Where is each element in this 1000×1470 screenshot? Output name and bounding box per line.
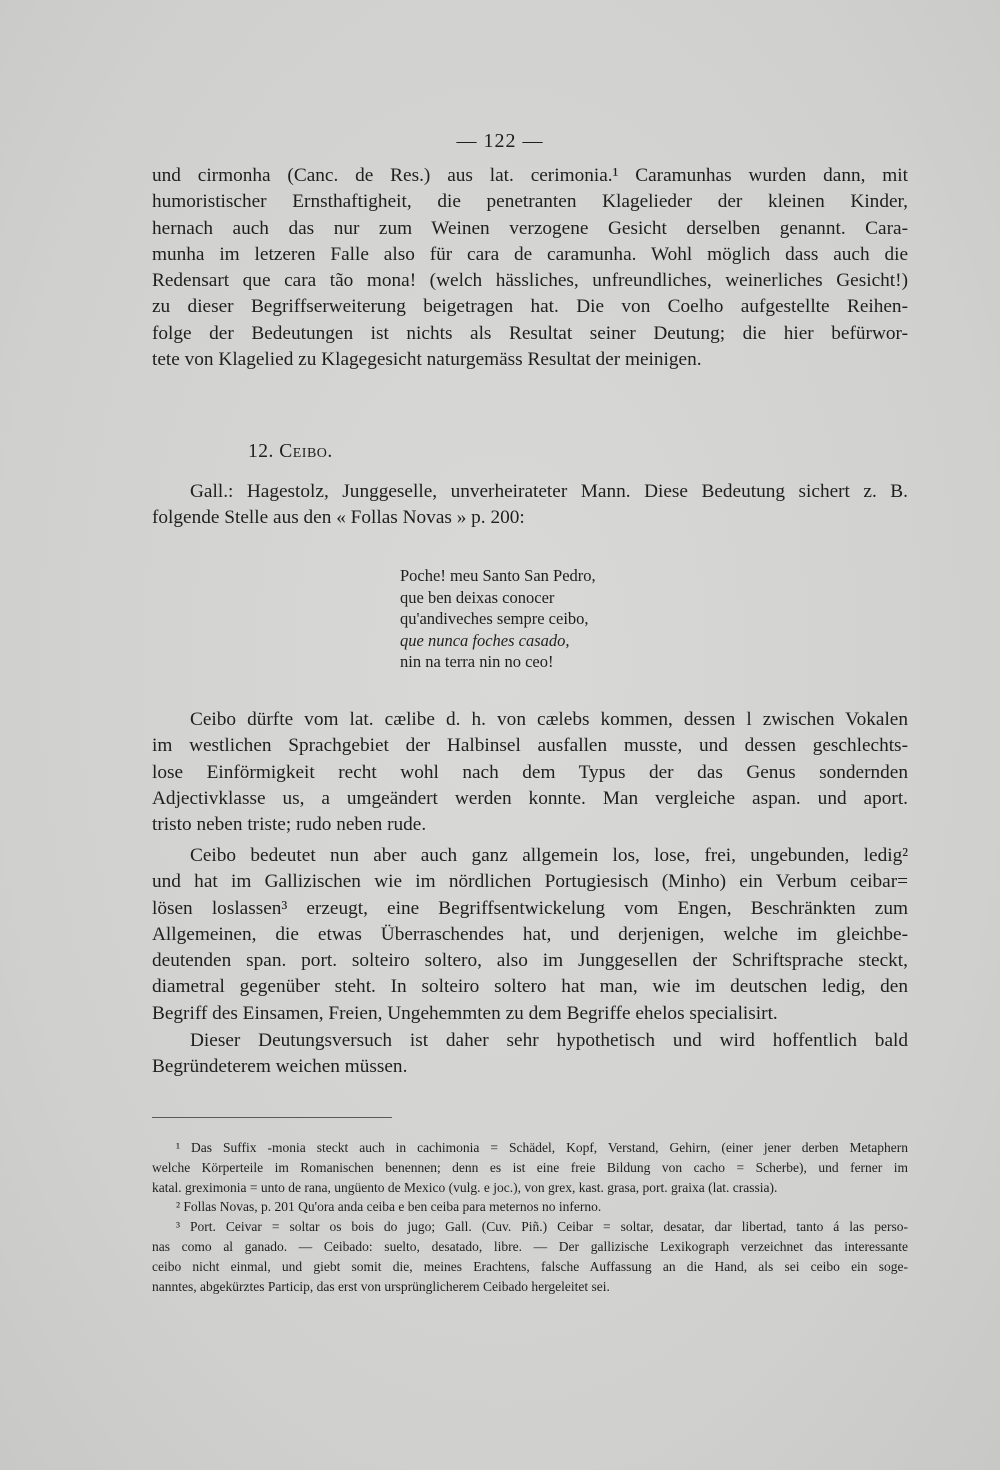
text-line: Redensart que cara tão mona! (welch hässliches, unfreundliches, weinerliches Gesicht!) xyxy=(152,270,908,292)
text-line: humoristischer Ernsthaftigheit, die penetranten Klagelieder der kleinen Kinder, xyxy=(152,191,908,213)
verse-quotation xyxy=(400,565,596,673)
text-line: hernach auch das nur zum Weinen verzogene Gesicht derselben genannt. Cara- xyxy=(152,217,908,239)
section-number: 12. xyxy=(248,441,274,462)
text-line: lose Einförmigkeit recht wohl nach dem Typus der das Genus sondernden xyxy=(152,761,908,783)
text-line: Gall.: Hagestolz, Junggeselle, unverheirateter Mann. Diese Bedeutung sichert z. B. xyxy=(190,481,908,502)
text-line: lösen loslassen³ erzeugt, eine Begriffsentwickelung vom Engen, Beschränkten zum xyxy=(152,897,908,919)
text-line: Adjectivklasse us, a umgeändert werden konnte. Man vergleiche aspan. und aport. xyxy=(152,787,908,809)
footnote-2 xyxy=(152,1197,908,1217)
verse-line: qu'andiveches sempre ceibo, xyxy=(400,609,589,629)
text-line: deutenden span. port. solteiro soltero, also im Junggesellen der Schriftsprache steckt, xyxy=(152,950,908,972)
footnote-line: ³ Port. Ceivar = soltar os bois do jugo; Gall. (Cuv. Piñ.) Ceibar = soltar, desatar, dar libertad, tanto á las perso- xyxy=(176,1219,908,1235)
footnote-line: ² Follas Novas, p. 201 Qu'ora anda ceiba e ben ceiba para meternos no inferno. xyxy=(176,1199,602,1215)
verse-line: Poche! meu Santo San Pedro, xyxy=(400,566,596,585)
verse-line: que ben deixas conocer xyxy=(400,587,555,607)
footnote-line: ¹ Das Suffix -monia steckt auch in cachimonia = Schädel, Kopf, Verstand, Gehirn, (einer jener derben Metaphern xyxy=(176,1140,908,1155)
text-line: diametral gegenüber steht. In solteiro soltero hat man, wie im deutschen ledig, den xyxy=(152,976,908,998)
verse-line: que nunca foches casado, xyxy=(400,630,570,650)
footnotes xyxy=(152,1138,908,1296)
text-line: tete von Klagelied zu Klagegesicht naturgemäss Resultat der meinigen. xyxy=(152,349,702,371)
text-line: Begründeterem weichen müssen. xyxy=(152,1056,408,1078)
text-line: folgende Stelle aus den « Follas Novas » p. 200: xyxy=(152,507,525,529)
text-line: folge der Bedeutungen ist nichts als Resultat seiner Deutung; die hier befürwor- xyxy=(152,322,908,344)
text-line: tristo neben triste; rudo neben rude. xyxy=(152,814,427,836)
footnote-line: ceibo nicht einmal, und giebt somit die, meines Erachtens, falsche Auffassung an die Hand, als sei ceibo ein soge- xyxy=(152,1258,908,1274)
text-line: und cirmonha (Canc. de Res.) aus lat. cerimonia.¹ Caramunhas wurden dann, mit xyxy=(152,165,908,186)
verse-line: nin na terra nin no ceo! xyxy=(400,652,554,672)
footnote-line: nanntes, abgekürztes Particip, das erst von ursprünglicherem Ceibado hergeleitet sei. xyxy=(152,1278,610,1294)
text-line: Allgemeinen, die etwas Überraschendes hat, und derjenigen, welche im gleichbe- xyxy=(152,923,908,945)
text-line: munha im letzeren Falle also für cara de caramunha. Wohl möglich dass auch die xyxy=(152,243,908,265)
paragraph-5 xyxy=(152,1028,908,1081)
footnote-line: welche Körperteile im Romanischen benennen; denn es ist eine freie Bildung von cacho = Scherbe), und ferner im xyxy=(152,1159,908,1175)
footnote-line: nas como al ganado. — Ceibado: suelto, desatado, libre. — Der gallizische Lexikograph verzeichnet das interessante xyxy=(152,1238,908,1254)
footnote-3 xyxy=(152,1217,908,1296)
paragraph-1 xyxy=(152,163,908,373)
text-line: zu dieser Begriffserweiterung beigetragen hat. Die von Coelho aufgestellte Reihen- xyxy=(152,296,908,318)
text-line: und hat im Gallizischen wie im nördlichen Portugiesisch (Minho) ein Verbum ceibar= xyxy=(152,871,908,893)
text-line: Ceibo bedeutet nun aber auch ganz allgemein los, lose, frei, ungebunden, ledig² xyxy=(190,845,908,866)
section-heading xyxy=(248,441,333,463)
text-line: im westlichen Sprachgebiet der Halbinsel ausfallen musste, und dessen geschlechts- xyxy=(152,735,908,757)
text-line: Dieser Deutungsversuch ist daher sehr hypothetisch und wird hoffentlich bald xyxy=(190,1030,908,1051)
section-title: Ceibo. xyxy=(279,441,333,462)
footnote-line: katal. greximonia = unto de rana, ungüento de Mexico (vulg. e joc.), von grex, kast. grasa, port. graixa (lat. crassia). xyxy=(152,1179,778,1195)
paragraph-2 xyxy=(152,479,908,532)
footnote-divider xyxy=(152,1117,392,1118)
paragraph-4 xyxy=(152,843,908,1027)
footnote-1 xyxy=(152,1138,908,1197)
page-number: — 122 — xyxy=(456,130,544,152)
text-line: Begriff des Einsamen, Freien, Ungehemmten zu dem Begriffe ehelos specialisirt. xyxy=(152,1002,778,1024)
paragraph-3 xyxy=(152,707,908,838)
text-line: Ceibo dürfte vom lat. cælibe d. h. von cælebs kommen, dessen l zwischen Vokalen xyxy=(190,709,908,730)
